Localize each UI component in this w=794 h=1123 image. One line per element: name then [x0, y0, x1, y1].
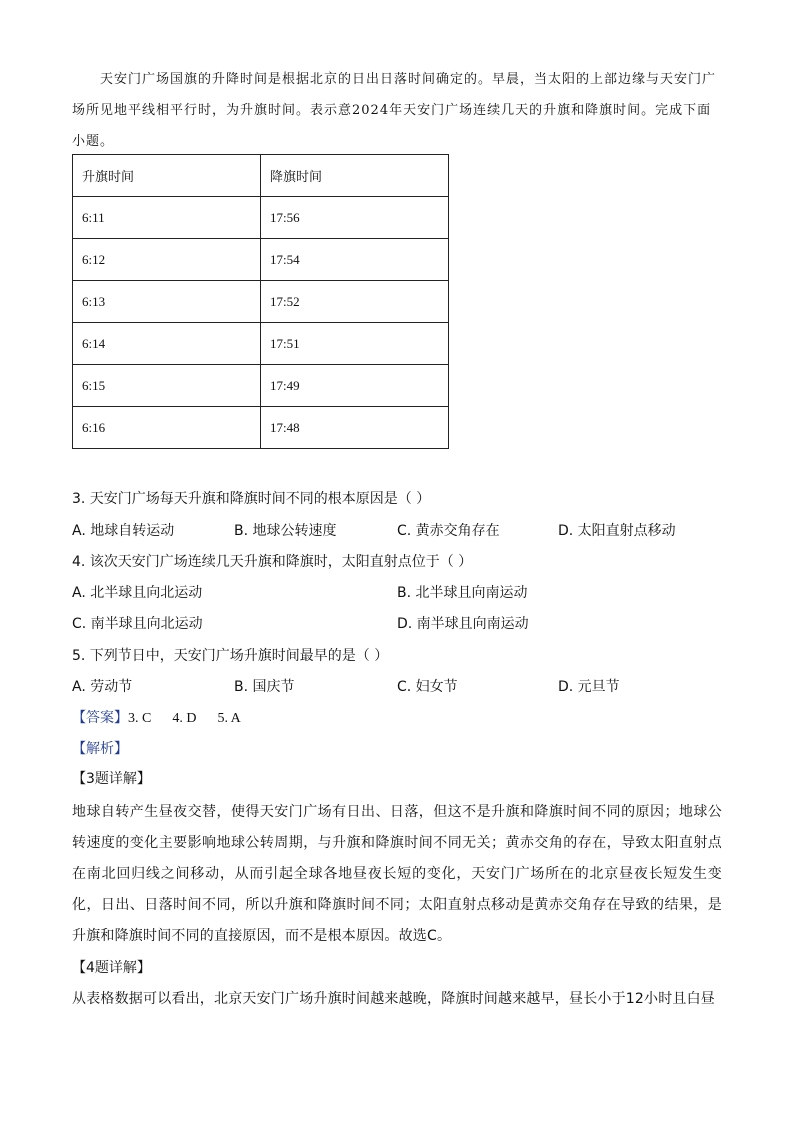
table-header-row	[73, 155, 449, 197]
table-row	[73, 281, 449, 323]
question-4-options-row1	[72, 582, 722, 602]
table-row	[73, 365, 449, 407]
answer-text: 3. C 4. D 5. A	[128, 711, 241, 726]
flag-time-table	[72, 154, 449, 449]
table-header-lower: 降旗时间	[261, 155, 449, 197]
raise-time-cell: 6:15	[73, 365, 261, 407]
table-row	[73, 197, 449, 239]
question-4-stem: 4. 该次天安门广场连续几天升旗和降旗时，太阳直射点位于（ ）	[72, 554, 473, 570]
raise-time-cell: 6:13	[73, 281, 261, 323]
table-row	[73, 239, 449, 281]
detail-4-label: 【4题详解】	[72, 960, 151, 976]
question-4-option-a: A. 北半球且向北运动	[72, 585, 203, 601]
lower-time-cell: 17:51	[261, 323, 449, 365]
lower-time-cell: 17:48	[261, 407, 449, 449]
question-5-stem: 5. 下列节日中，天安门广场升旗时间最早的是（ ）	[72, 648, 389, 664]
lower-time-cell: 17:52	[261, 281, 449, 323]
raise-time-cell: 6:11	[73, 197, 261, 239]
detail-3-label: 【3题详解】	[72, 771, 151, 787]
table-row	[73, 323, 449, 365]
lower-time-cell: 17:49	[261, 365, 449, 407]
lower-time-cell: 17:54	[261, 239, 449, 281]
question-4-option-d: D. 南半球且向南运动	[397, 616, 529, 632]
question-4-options-row2	[72, 613, 722, 633]
question-4-option-c: C. 南半球且向北运动	[72, 616, 203, 632]
question-4-option-b: B. 北半球且向南运动	[397, 585, 528, 601]
answer-label: 【答案】	[72, 710, 128, 726]
question-5-option-b: B. 国庆节	[234, 679, 295, 695]
intro-paragraph: 天安门广场国旗的升降时间是根据北京的日出日落时间确定的。早晨，当太阳的上部边缘与天安门广场所见地平线相平行时，为升旗时间。表示意2024年天安门广场连续几天的升旗和降旗时间。完成下面小题。	[72, 72, 717, 149]
table-header-raise: 升旗时间	[73, 155, 261, 197]
question-3-option-a: A. 地球自转运动	[72, 523, 175, 539]
question-3-options	[72, 520, 722, 540]
question-5-options	[72, 676, 722, 696]
question-3-option-b: B. 地球公转速度	[234, 523, 337, 539]
raise-time-cell: 6:12	[73, 239, 261, 281]
question-5-option-d: D. 元旦节	[558, 679, 620, 695]
analysis-label: 【解析】	[72, 741, 128, 757]
question-3-option-c: C. 黄赤交角存在	[397, 523, 500, 539]
detail-3-text: 地球自转产生昼夜交替，使得天安门广场有日出、日落，但这不是升旗和降旗时间不同的原因；地球公转速度的变化主要影响地球公转周期，与升旗和降旗时间不同无关；黄赤交角的存在，导致太阳直射点在南北回归线之间移动，从而引起全球各地昼夜长短的变化，天安门广场所在的北京昼夜长短发生变化，日出、日落时间不同，所以升旗和降旗时间不同；太阳直射点移动是黄赤交角存在导致的结果，是升旗和降旗时间不同的直接原因，而不是根本原因。故选C。	[72, 804, 722, 944]
question-5-option-a: A. 劳动节	[72, 679, 133, 695]
question-3-option-d: D. 太阳直射点移动	[558, 523, 676, 539]
raise-time-cell: 6:16	[73, 407, 261, 449]
lower-time-cell: 17:56	[261, 197, 449, 239]
question-5-option-c: C. 妇女节	[397, 679, 458, 695]
table-row	[73, 407, 449, 449]
answer-line	[72, 707, 241, 727]
question-3-stem: 3. 天安门广场每天升旗和降旗时间不同的根本原因是（ ）	[72, 491, 431, 507]
raise-time-cell: 6:14	[73, 323, 261, 365]
detail-4-text: 从表格数据可以看出，北京天安门广场升旗时间越来越晚，降旗时间越来越早，昼长小于12小时且白昼	[72, 991, 716, 1007]
